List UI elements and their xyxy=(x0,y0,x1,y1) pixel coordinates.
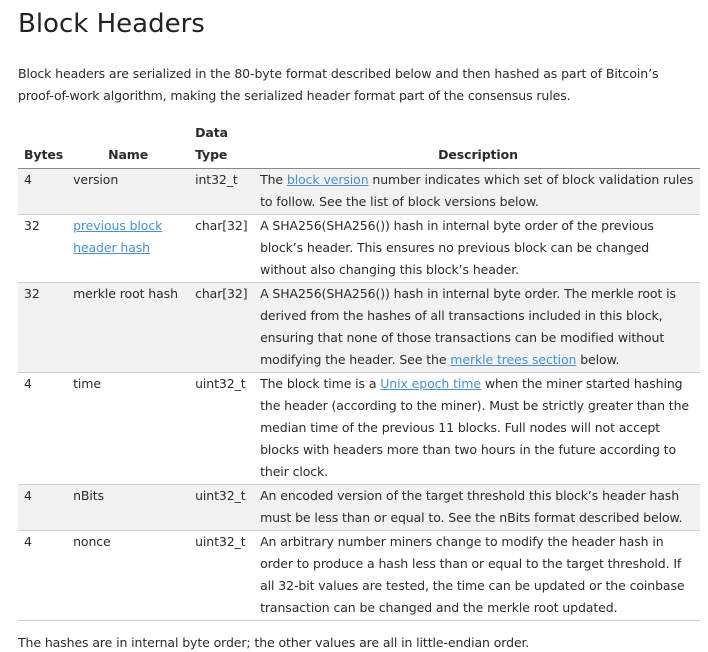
cell-bytes: 4 xyxy=(18,373,67,485)
cell-name: time xyxy=(67,373,189,485)
description-text: The block time is a xyxy=(260,376,381,391)
cell-bytes: 4 xyxy=(18,485,67,531)
column-header-name: Name xyxy=(67,122,189,169)
column-header-data-type-top: Data xyxy=(195,125,228,140)
column-header-bytes: Bytes xyxy=(18,122,67,169)
cell-name: nonce xyxy=(67,531,189,621)
page-title: Block Headers xyxy=(18,9,205,39)
cell-bytes: 4 xyxy=(18,531,67,621)
cell-type: char[32] xyxy=(189,215,256,283)
cell-bytes: 4 xyxy=(18,169,67,215)
table-row-nbits xyxy=(18,485,700,531)
block-header-table xyxy=(18,122,700,621)
cell-description: An arbitrary number miners change to modify the header hash in order to produce a hash less than or equal to the target threshold. If all 32-bit values are tested, the time can be updated or the coinbase transaction can be changed and the merkle root updated. xyxy=(256,531,700,621)
table-row-previous-block-header-hash xyxy=(18,215,700,283)
intro-paragraph: Block headers are serialized in the 80-byte format described below and then hashed as part of Bitcoin’s proof-of-work algorithm, making the serialized header format part of the consensus rules. xyxy=(18,66,659,103)
cell-bytes: 32 xyxy=(18,215,67,283)
cell-bytes: 32 xyxy=(18,283,67,373)
column-header-data-type xyxy=(189,122,256,169)
table-header-row xyxy=(18,122,700,169)
merkle-trees-section-link[interactable]: merkle trees section xyxy=(450,352,577,367)
outro-paragraph: The hashes are in internal byte order; the other values are all in little-endian order. xyxy=(18,635,530,650)
cell-name: version xyxy=(67,169,189,215)
cell-description: A SHA256(SHA256()) hash in internal byte order of the previous block’s header. This ensures no previous block can be changed without also changing this block’s header. xyxy=(256,215,700,283)
cell-description xyxy=(256,373,700,485)
unix-epoch-time-link[interactable]: Unix epoch time xyxy=(380,376,481,391)
cell-description xyxy=(256,169,700,215)
cell-name: nBits xyxy=(67,485,189,531)
table-row-time xyxy=(18,373,700,485)
table-row-version xyxy=(18,169,700,215)
cell-name xyxy=(67,215,189,283)
cell-type: uint32_t xyxy=(189,485,256,531)
block-version-link[interactable]: block version xyxy=(286,172,369,187)
cell-description: An encoded version of the target threshold this block’s header hash must be less than or equal to. See the nBits format described below. xyxy=(256,485,700,531)
column-header-description: Description xyxy=(256,122,700,169)
description-text: A SHA256(SHA256()) hash in internal byte order. The merkle root is derived from the hashes of all transactions included in this block, ensuring that none of those transactions can be modified without modifying the header. See the xyxy=(260,286,676,367)
column-header-data-type-bottom: Type xyxy=(195,147,228,162)
cell-type: uint32_t xyxy=(189,531,256,621)
cell-type: int32_t xyxy=(189,169,256,215)
description-text: number indicates which set of block validation rules to follow. See the list of block versions below. xyxy=(260,172,694,209)
table-row-merkle-root-hash xyxy=(18,283,700,373)
cell-description xyxy=(256,283,700,373)
description-text: The xyxy=(260,172,287,187)
cell-type: uint32_t xyxy=(189,373,256,485)
cell-name: merkle root hash xyxy=(67,283,189,373)
description-text: below. xyxy=(576,352,620,367)
description-text: when the miner started hashing the header (according to the miner). Must be strictly greater than the median time of the previous 11 blocks. Full nodes will not accept blocks with headers more than two hours in the future according to their clock. xyxy=(260,376,689,479)
cell-type: char[32] xyxy=(189,283,256,373)
previous-block-header-hash-link[interactable]: previous block header hash xyxy=(73,218,163,255)
table-row-nonce xyxy=(18,531,700,621)
